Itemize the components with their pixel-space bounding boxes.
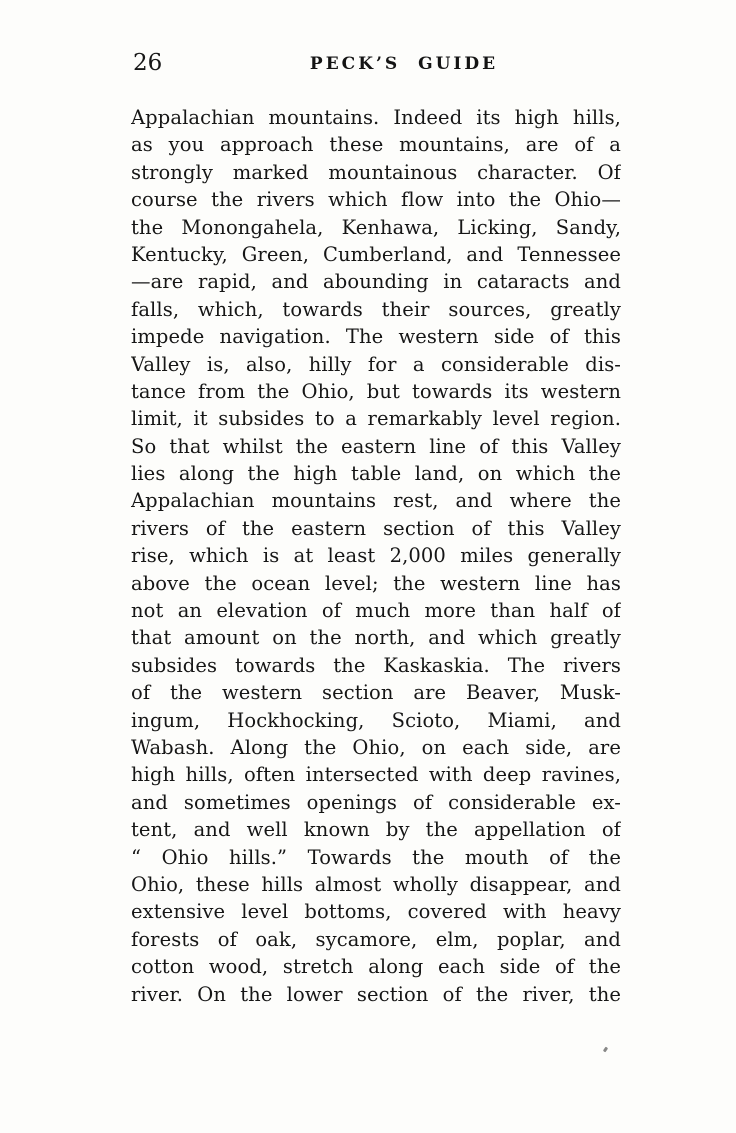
page-number: 26: [133, 50, 163, 76]
text-line: river. On the lower section of the river, the: [131, 982, 621, 1006]
text-line: tent, and well known by the appellation of: [131, 818, 621, 842]
text-line: Valley is, also, hilly for a considerable dis-: [131, 352, 621, 376]
text-line: Appalachian mountains rest, and where the: [131, 489, 621, 513]
body-text: [131, 104, 621, 1008]
text-line: “ Ohio hills.” Towards the mouth of the: [131, 845, 621, 869]
text-line: limit, it subsides to a remarkably level region.: [131, 407, 621, 431]
text-line: that amount on the north, and which greatly: [131, 626, 621, 650]
text-line: strongly marked mountainous character. Of: [131, 160, 621, 184]
text-line: high hills, often intersected with deep ravines,: [131, 763, 621, 787]
text-line: So that whilst the eastern line of this Valley: [131, 434, 621, 458]
text-line: above the ocean level; the western line has: [131, 571, 621, 595]
text-line: Wabash. Along the Ohio, on each side, are: [131, 735, 621, 759]
text-line: forests of oak, sycamore, elm, poplar, and: [131, 927, 621, 951]
text-line: —are rapid, and abounding in cataracts and: [131, 270, 621, 294]
text-line: tance from the Ohio, but towards its western: [131, 379, 621, 403]
text-line: impede navigation. The western side of this: [131, 325, 621, 349]
scan-speck: [603, 1047, 608, 1053]
text-line: ingum, Hockhocking, Scioto, Miami, and: [131, 708, 621, 732]
text-line: Kentucky, Green, Cumberland, and Tennessee: [131, 242, 621, 266]
text-line: as you approach these mountains, are of a: [131, 133, 621, 157]
running-header: PECK’S GUIDE: [309, 54, 499, 74]
text-line: course the rivers which flow into the Ohio—: [131, 188, 621, 212]
text-line: and sometimes openings of considerable ex-: [131, 790, 621, 814]
text-line: subsides towards the Kaskaskia. The rivers: [131, 653, 621, 677]
text-line: falls, which, towards their sources, greatly: [131, 297, 621, 321]
text-line: Appalachian mountains. Indeed its high hills,: [131, 106, 621, 129]
page-header: [131, 51, 621, 77]
text-line: lies along the high table land, on which the: [131, 462, 621, 486]
text-line: not an elevation of much more than half of: [131, 599, 621, 623]
text-line: Ohio, these hills almost wholly disappear, and: [131, 872, 621, 896]
text-line: the Monongahela, Kenhawa, Licking, Sandy,: [131, 215, 621, 239]
text-line: of the western section are Beaver, Musk-: [131, 681, 621, 705]
text-line: extensive level bottoms, covered with heavy: [131, 900, 621, 924]
text-line: cotton wood, stretch along each side of the: [131, 955, 621, 979]
text-line: rise, which is at least 2,000 miles generally: [131, 544, 621, 568]
text-line: rivers of the eastern section of this Valley: [131, 516, 621, 540]
